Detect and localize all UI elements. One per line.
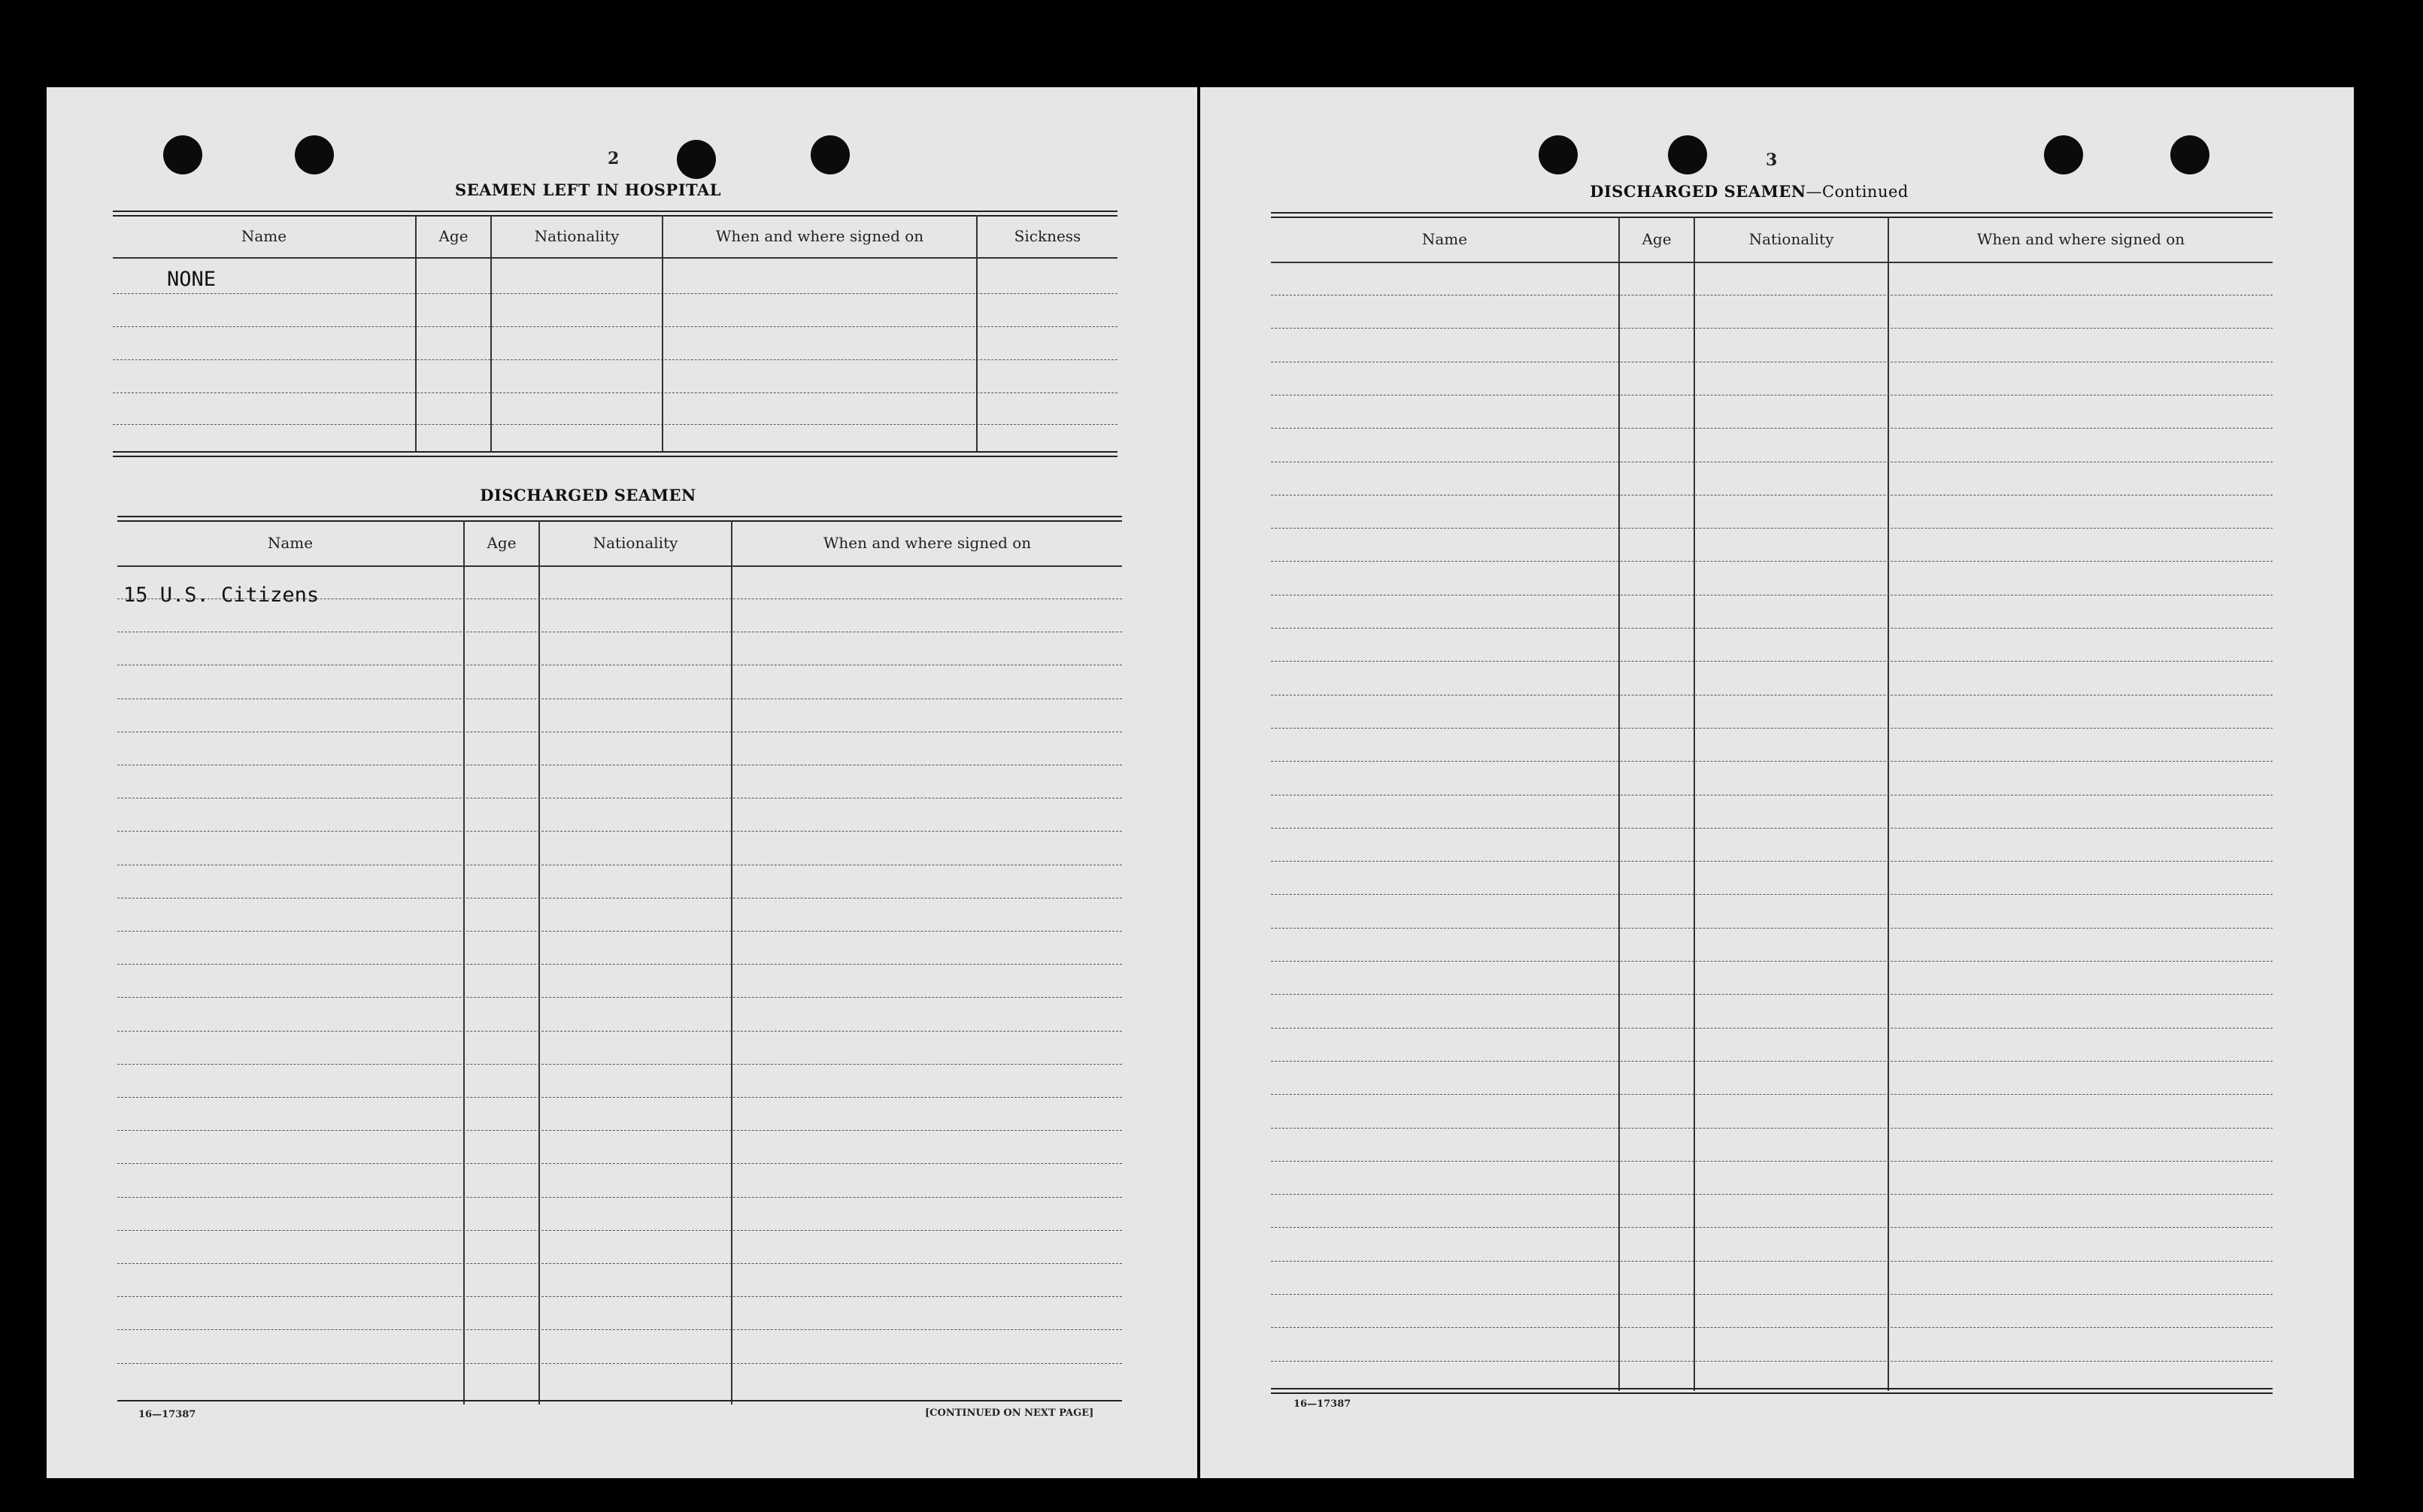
punch-hole bbox=[295, 135, 334, 174]
discharged-continued-table bbox=[1271, 212, 2273, 1403]
ruled-line bbox=[1271, 1061, 2273, 1062]
ruled-line bbox=[1271, 728, 2273, 729]
ruled-line bbox=[1271, 994, 2273, 995]
ruled-line bbox=[117, 1130, 1122, 1131]
ruled-line bbox=[117, 831, 1122, 832]
ruled-line bbox=[117, 1230, 1122, 1231]
ruled-line bbox=[1271, 828, 2273, 829]
punch-hole bbox=[163, 135, 202, 174]
ruled-line bbox=[1271, 1261, 2273, 1262]
ruled-line bbox=[1271, 1194, 2273, 1195]
ruled-line bbox=[117, 964, 1122, 965]
column-header-nationality: Nationality bbox=[1748, 230, 1834, 248]
column-header-name: Name bbox=[267, 534, 314, 552]
ruled-line bbox=[117, 931, 1122, 932]
ruled-line bbox=[117, 698, 1122, 699]
punch-hole bbox=[1539, 135, 1578, 174]
column-header-nationality: Nationality bbox=[534, 227, 620, 245]
punch-hole bbox=[2044, 135, 2083, 174]
ruled-line bbox=[1271, 428, 2273, 429]
hospital-table bbox=[113, 211, 1117, 463]
punch-hole bbox=[1668, 135, 1707, 174]
ruled-line bbox=[1271, 761, 2273, 762]
left-page bbox=[47, 87, 1197, 1478]
ruled-line bbox=[1271, 1294, 2273, 1295]
page-number: 2 bbox=[608, 149, 620, 168]
ruled-line bbox=[117, 1263, 1122, 1264]
form-number: 16—17387 bbox=[1293, 1398, 1351, 1410]
ruled-line bbox=[117, 1296, 1122, 1297]
ruled-line bbox=[117, 1197, 1122, 1198]
column-header-age: Age bbox=[1642, 230, 1672, 248]
discharged-table bbox=[117, 516, 1122, 1407]
column-header-age: Age bbox=[438, 227, 469, 245]
punch-hole bbox=[2170, 135, 2209, 174]
ruled-line bbox=[1271, 1128, 2273, 1129]
hospital-entry: NONE bbox=[167, 268, 217, 291]
ruled-line bbox=[1271, 628, 2273, 629]
ruled-line bbox=[117, 1329, 1122, 1330]
discharged-section-title: DISCHARGED SEAMEN bbox=[480, 486, 696, 505]
ruled-line bbox=[1271, 661, 2273, 662]
ruled-line bbox=[1271, 894, 2273, 895]
column-header-when-where: When and where signed on bbox=[715, 227, 924, 245]
ruled-line bbox=[1271, 561, 2273, 562]
discharged-entry: 15 U.S. Citizens bbox=[123, 583, 320, 607]
ruled-line bbox=[117, 598, 1122, 599]
ruled-line bbox=[1271, 528, 2273, 529]
ruled-line bbox=[1271, 861, 2273, 862]
ruled-line bbox=[117, 1163, 1122, 1164]
column-header-when-where: When and where signed on bbox=[823, 534, 1032, 552]
ruled-line bbox=[1271, 1028, 2273, 1029]
continued-note: [CONTINUED ON NEXT PAGE] bbox=[925, 1407, 1094, 1419]
column-header-name: Name bbox=[1421, 230, 1468, 248]
ruled-line bbox=[1271, 1094, 2273, 1095]
form-number: 16—17387 bbox=[138, 1409, 196, 1420]
section-title bbox=[1524, 182, 1975, 201]
column-header-nationality: Nationality bbox=[593, 534, 678, 552]
punch-hole bbox=[677, 140, 716, 179]
ruled-line bbox=[1271, 928, 2273, 929]
column-header-when-where: When and where signed on bbox=[1976, 230, 2185, 248]
ruled-line bbox=[117, 1097, 1122, 1098]
section-title-main: DISCHARGED SEAMEN bbox=[1590, 182, 1806, 201]
ruled-line bbox=[117, 997, 1122, 998]
ruled-line bbox=[117, 1064, 1122, 1065]
ruled-line bbox=[1271, 1161, 2273, 1162]
column-header-name: Name bbox=[241, 227, 287, 245]
column-header-age: Age bbox=[487, 534, 517, 552]
ruled-line bbox=[1271, 1227, 2273, 1228]
ruled-line bbox=[117, 1363, 1122, 1364]
ruled-line bbox=[1271, 961, 2273, 962]
ruled-line bbox=[117, 1031, 1122, 1032]
ruled-line bbox=[1271, 1361, 2273, 1362]
punch-hole bbox=[811, 135, 850, 174]
ruled-line bbox=[1271, 1327, 2273, 1328]
right-page bbox=[1200, 87, 2354, 1478]
section-title-continued: —Continued bbox=[1806, 183, 1909, 201]
page-number: 3 bbox=[1766, 150, 1778, 170]
ruled-line bbox=[1271, 328, 2273, 329]
hospital-section-title: SEAMEN LEFT IN HOSPITAL bbox=[454, 180, 722, 199]
column-header-sickness: Sickness bbox=[1014, 227, 1081, 245]
